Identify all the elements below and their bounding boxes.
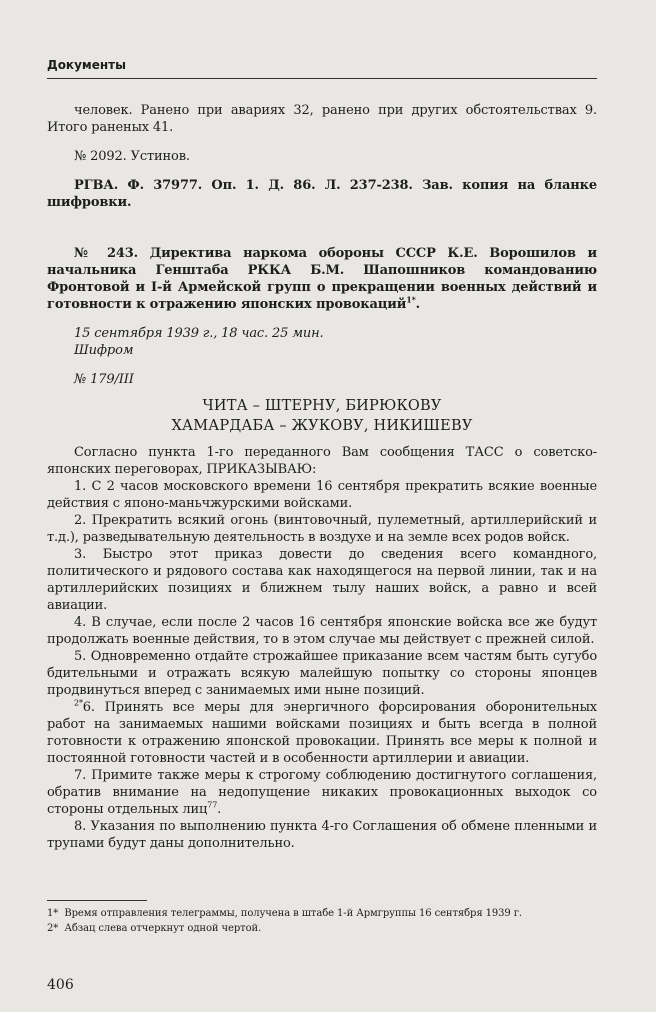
- order-item-6: [47, 699, 597, 767]
- archive-reference: РГВА. Ф. 37977. Оп. 1. Д. 86. Л. 237-238. Зав. копия на бланке шифровки.: [47, 178, 597, 210]
- document-title: [47, 245, 597, 313]
- footnote-2-text: Абзац слева отчеркнут одной чертой.: [64, 923, 262, 934]
- order-item-8: 8. Указания по выполнению пункта 4-го Соглашения об обмене пленными и трупами будут даны дополнительно.: [47, 819, 597, 851]
- footnote-ref-2: 2*: [74, 698, 83, 708]
- addressee-line-2: ХАМАРДАБА – ЖУКОВУ, НИКИШЕВУ: [171, 418, 473, 434]
- document-date: 15 сентября 1939 г., 18 час. 25 мин.: [74, 326, 324, 341]
- order-item-6-text: 6. Принять все меры для энергичного форсирования оборонительных работ на занимаемых нашими войсками позициях и быть всегда в полной готовности к отражению японской провокации. Принять все меры к полной и постоянной готовности частей и в особенности артиллерии и авиации.: [47, 700, 597, 766]
- footnote-rule: [47, 900, 147, 901]
- running-header: Документы: [47, 58, 126, 72]
- footnote-2: [47, 921, 597, 936]
- order-item-7: [47, 767, 597, 818]
- document-title-text: № 243. Директива наркома обороны СССР К.Е. Ворошилов и начальника Генштаба РККА Б.М. Шапошников командованию Фронтовой и I-й Армейской групп о прекращении военных действий и готовности к отражению японских провокаций: [47, 246, 597, 312]
- order-item-7-text: 7. Примите также меры к строгому соблюдению достигнутого соглашения, обратив внимание на недопущение никаких провокационных выходок со стороны отдельных лиц: [47, 768, 597, 817]
- footnote-1-text: Время отправления телеграммы, получена в штабе 1-й Армгруппы 16 сентября 1939 г.: [64, 908, 522, 919]
- order-item-7-end: .: [217, 802, 222, 817]
- order-item-2: 2. Прекратить всякий огонь (винтовочный, пулеметный, артиллерийский и т.д.), разведывательную деятельность в воздухе и на земле всех родов войск.: [47, 513, 597, 545]
- document-transmission: Шифром: [74, 343, 134, 358]
- footnote-ref-1: 1*: [406, 294, 416, 305]
- footnote-2-mark: 2*: [47, 923, 59, 934]
- signature-line: № 2092. Устинов.: [74, 149, 190, 164]
- order-intro: Согласно пункта 1-го переданного Вам сообщения ТАСС о советско-японских переговорах, ПРИКАЗЫВАЮ:: [47, 445, 597, 477]
- header-rule: [47, 78, 597, 79]
- addressee-line-1: ЧИТА – ШТЕРНУ, БИРЮКОВУ: [202, 398, 442, 414]
- page-number: 406: [47, 977, 74, 993]
- main-text: [47, 102, 597, 852]
- footnotes: [47, 906, 597, 936]
- order-item-1: 1. С 2 часов московского времени 16 сентября прекратить всякие военные действия с японо-маньчжурскими войсками.: [47, 479, 597, 511]
- footnote-1: [47, 906, 597, 921]
- footnote-ref-77: 77: [207, 800, 218, 810]
- document-title-end: .: [415, 297, 421, 312]
- document-number: № 179/III: [74, 372, 134, 387]
- order-item-3: 3. Быстро этот приказ довести до сведения всего командного, политического и рядового состава как находящегося на первой линии, так и на артиллерийских позициях и ближнем тылу наших войск, а равно и всей авиации.: [47, 547, 597, 613]
- order-item-5: 5. Одновременно отдайте строжайшее приказание всем частям быть сугубо бдительными и отражать всякую малейшую попытку со стороны японцев продвинуться вперед с занимаемых ими ныне позиций.: [47, 649, 597, 698]
- order-item-4: 4. В случае, если после 2 часов 16 сентября японские войска все же будут продолжать военные действия, то в этом случае мы действует с прежней силой.: [47, 615, 597, 647]
- footnote-1-mark: 1*: [47, 908, 59, 919]
- paragraph-continuation: человек. Ранено при авариях 32, ранено при других обстоятельствах 9. Итого раненых 41.: [47, 103, 597, 135]
